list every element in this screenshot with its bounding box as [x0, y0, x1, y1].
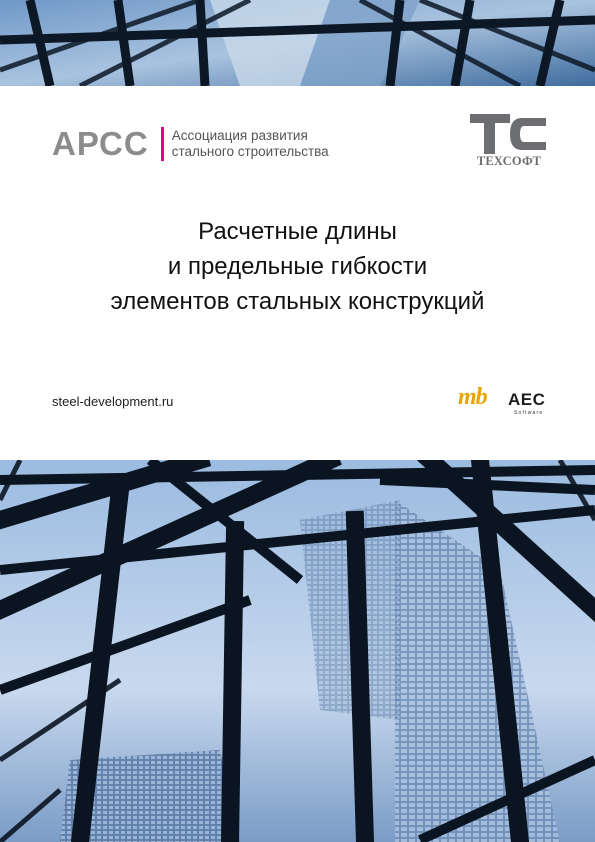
title-line-1: Расчетные длины — [198, 218, 397, 245]
apcc-name-line2: стального строительства — [171, 144, 329, 159]
website-url: steel-development.ru — [52, 394, 174, 409]
apcc-logo — [52, 124, 329, 164]
techsoft-logo — [468, 114, 550, 170]
techsoft-wordmark: ТЕХСОФТ — [476, 154, 542, 168]
techsoft-mark-icon — [470, 114, 548, 154]
apcc-name-line1: Ассоциация развития — [171, 128, 308, 143]
title-line-2: и предельные гибкости — [167, 253, 428, 280]
apcc-name — [172, 128, 329, 160]
cover-photo-top — [0, 0, 595, 86]
mbaec-logo — [458, 384, 558, 424]
mbaec-mb: mb — [458, 384, 487, 410]
title-line-3: элементов стальных конструкций — [110, 288, 485, 315]
mbaec-aec: AEC — [508, 390, 546, 409]
apcc-divider — [161, 127, 164, 161]
mbaec-software: Software — [514, 410, 544, 416]
document-title — [0, 214, 595, 319]
apcc-wordmark: АРСС — [52, 125, 149, 162]
cover-photo-bottom — [0, 460, 595, 842]
